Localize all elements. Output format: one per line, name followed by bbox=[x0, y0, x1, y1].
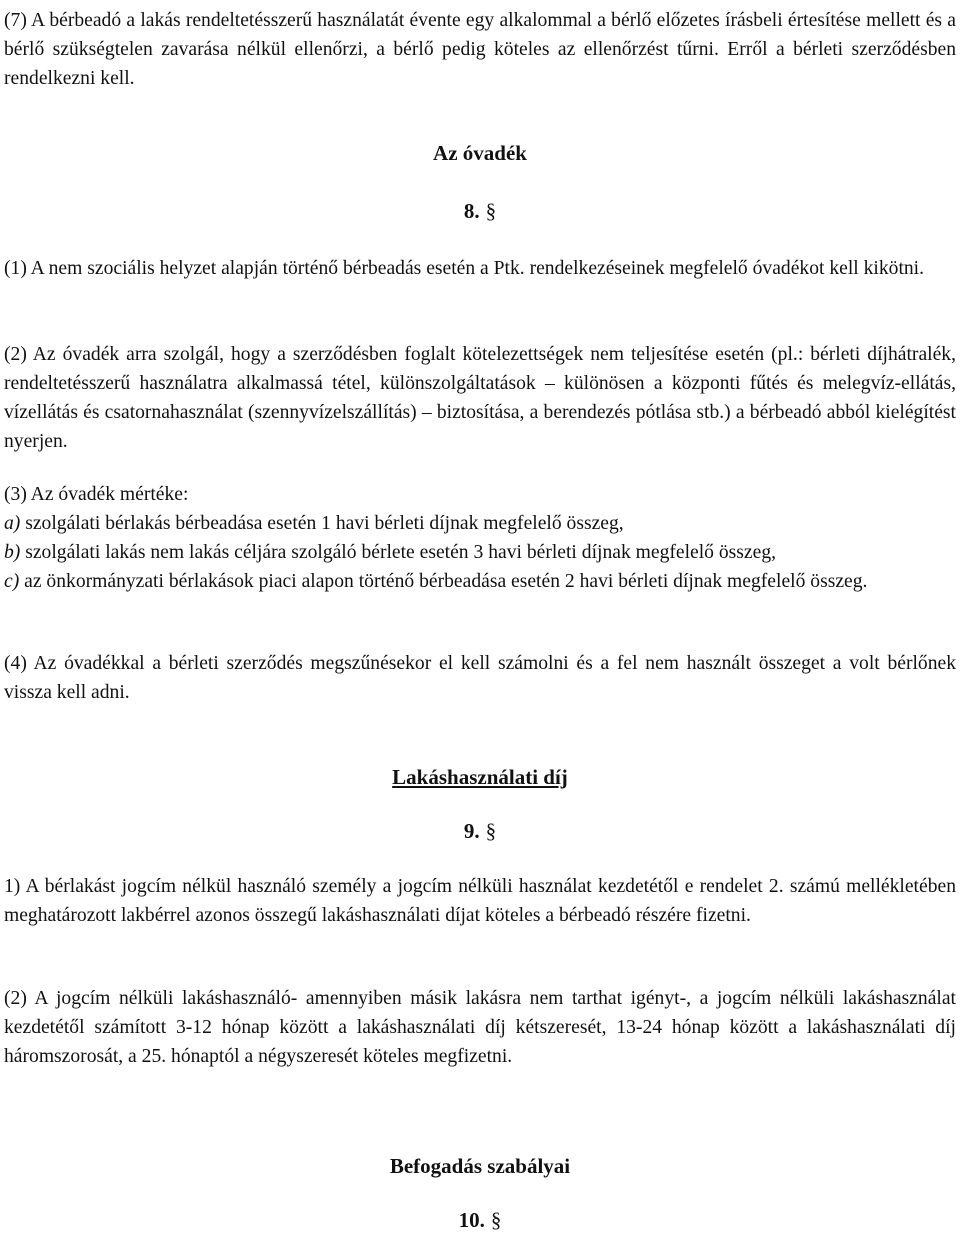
section-8-paragraph-3 bbox=[4, 480, 956, 596]
paragraph-intro: (3) Az óvadék mértéke: bbox=[4, 484, 189, 505]
paragraph-text: 1) A bérlakást jogcím nélkül használó személy a jogcím nélküli használat kezdetétől e rendelet 2. számú mellékletében meghatározott lakbérrel azonos összegű lakáshasználati díjat köteles a bérbeadó részére fizetni. bbox=[4, 876, 956, 926]
section-9-marker bbox=[4, 817, 956, 846]
list-item-c bbox=[4, 567, 956, 596]
heading-text: Lakáshasználati díj bbox=[392, 765, 568, 789]
heading-text: Befogadás szabályai bbox=[389, 1154, 571, 1178]
section-symbol: § bbox=[490, 1208, 502, 1232]
section-number: 9. bbox=[463, 819, 480, 843]
paragraph-text: (7) A bérbeadó a lakás rendeltetésszerű használatát évente egy alkalommal a bérlő előzetes írásbeli értesítése mellett és a bérlő szükségtelen zavarása nélkül ellenőrzi, a bérlő pedig köteles az ellenőrzést tűrni. Erről a bérleti szerződésben rendelkezni kell. bbox=[4, 10, 956, 89]
paragraph-text: (4) Az óvadékkal a bérleti szerződés megszűnésekor el kell számolni és a fel nem használt összeget a volt bérlőnek vissza kell adni. bbox=[4, 653, 956, 703]
list-letter: b) bbox=[4, 542, 21, 563]
list-item-a bbox=[4, 509, 956, 538]
list-text: szolgálati bérlakás bérbeadása esetén 1 havi bérleti díjnak megfelelő összeg, bbox=[20, 513, 624, 534]
section-10-marker bbox=[4, 1206, 956, 1235]
paragraph-text: (2) A jogcím nélküli lakáshasználó- amennyiben másik lakásra nem tarthat igényt-, a jogcím nélküli lakáshasználat kezdetétől számított 3-12 hónap között a lakáshasználati díj kétszeresét, 13-24 hónap között a lakáshasználati díj háromszorosát, a 25. hónaptól a négyszeresét köteles megfizetni. bbox=[4, 988, 956, 1067]
list-text: szolgálati lakás nem lakás céljára szolgáló bérlete esetén 3 havi bérleti díjnak megfelelő összeg, bbox=[20, 542, 777, 563]
section-9-paragraph-2 bbox=[4, 984, 956, 1071]
paragraph-text: (1) A nem szociális helyzet alapján történő bérbeadás esetén a Ptk. rendelkezéseinek megfelelő óvadékot kell kikötni. bbox=[4, 258, 925, 279]
heading-lakashasznalati-dij bbox=[4, 763, 956, 792]
section-8-paragraph-2 bbox=[4, 340, 956, 456]
list-letter: c) bbox=[4, 571, 20, 592]
list-letter: a) bbox=[4, 513, 21, 534]
list-text: az önkormányzati bérlakások piaci alapon történő bérbeadása esetén 2 havi bérleti díjnak megfelelő összeg. bbox=[19, 571, 868, 592]
section-8-paragraph-1 bbox=[4, 254, 956, 283]
heading-text: Az óvadék bbox=[433, 141, 527, 165]
section-symbol: § bbox=[485, 199, 497, 223]
list-item-b bbox=[4, 538, 956, 567]
section-number: 8. bbox=[463, 199, 480, 223]
section-number: 10. bbox=[458, 1208, 485, 1232]
heading-ovadek bbox=[4, 139, 956, 168]
paragraph-text: (2) Az óvadék arra szolgál, hogy a szerződésben foglalt kötelezettségek nem teljesítése esetén (pl.: bérleti díjhátralék, rendeltetésszerű használatra alkalmassá tétel, különszolgáltatások – különösen a központi fűtés és melegvíz-ellátás, vízellátás és csatornahasználat (szennyvízelszállítás) – biztosítása, a berendezés pótlása stb.) a bérbeadó abból kielégítést nyerjen. bbox=[4, 344, 956, 452]
heading-befogadas-szabalyai bbox=[4, 1152, 956, 1181]
paragraph-7 bbox=[4, 6, 956, 93]
section-9-paragraph-1 bbox=[4, 872, 956, 930]
section-8-marker bbox=[4, 197, 956, 226]
section-8-paragraph-4 bbox=[4, 649, 956, 707]
section-symbol: § bbox=[485, 819, 497, 843]
